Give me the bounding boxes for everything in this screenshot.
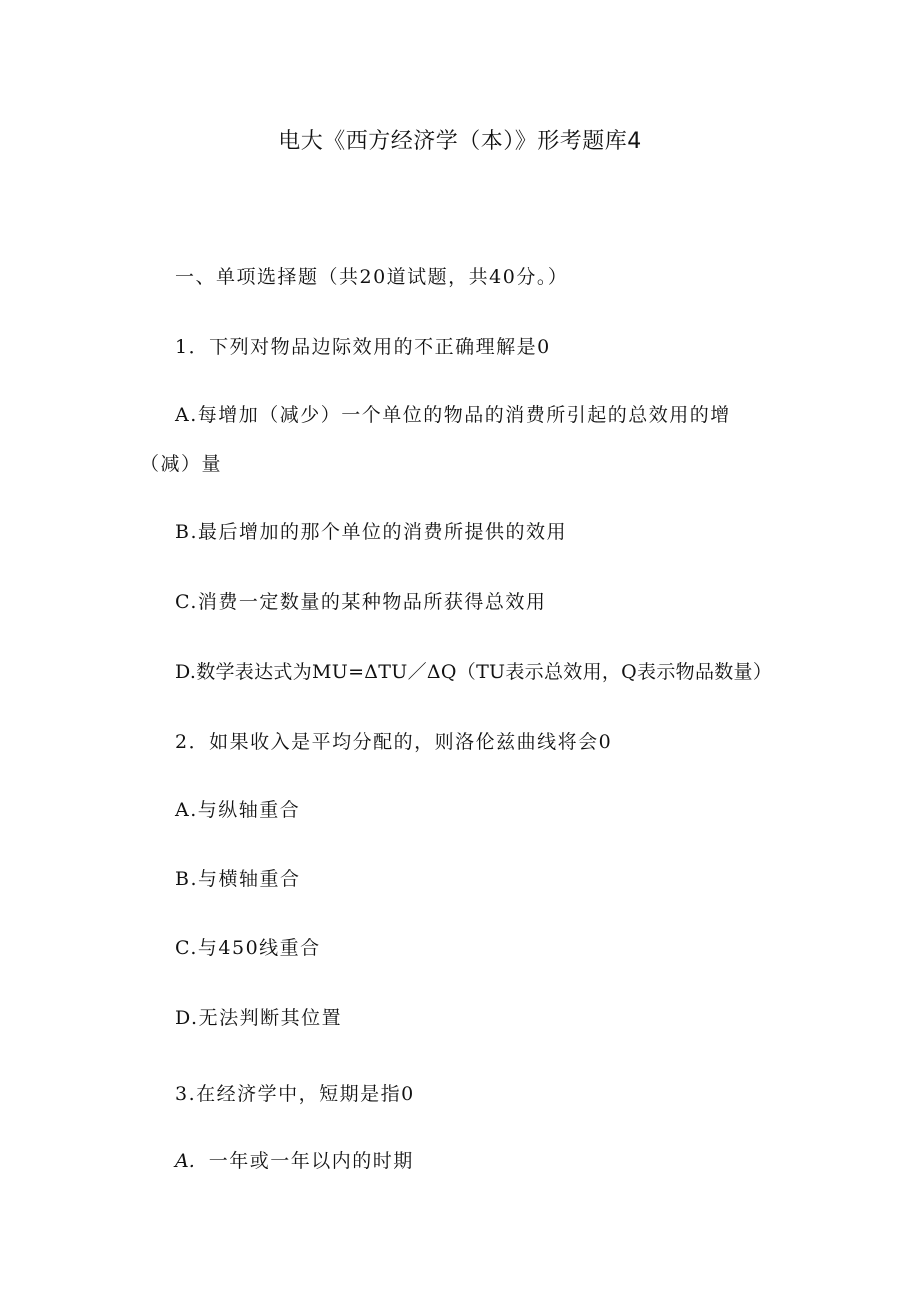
question-3-option-a-letter: A. [175, 1150, 195, 1172]
document-title: 电大《西方经济学（本）》形考题库4 [278, 129, 642, 154]
question-2-option-b: B.与横轴重合 [175, 868, 301, 890]
question-1-option-b: B.最后增加的那个单位的消费所提供的效用 [175, 521, 568, 543]
question-3-option-a [175, 1150, 414, 1173]
question-2-stem: 2．如果收入是平均分配的，则洛伦兹曲线将会0 [175, 731, 613, 753]
question-1-option-d: D.数学表达式为MU=ΔTU／ΔQ（TU表示总效用，Q表示物品数量） [175, 661, 773, 683]
question-3-stem: 3.在经济学中，短期是指0 [175, 1083, 415, 1105]
question-2-option-a: A.与纵轴重合 [175, 799, 301, 821]
question-1-option-a-continuation: （减）量 [140, 453, 223, 475]
question-1-stem: 1．下列对物品边际效用的不正确理解是0 [175, 336, 551, 358]
question-3-option-a-text: 一年或一年以内的时期 [208, 1150, 414, 1172]
section-heading: 一、单项选择题（共20道试题，共40分。） [175, 266, 569, 288]
question-1-option-a: A.每增加（减少）一个单位的物品的消费所引起的总效用的增 [175, 404, 731, 426]
question-2-option-d: D.无法判断其位置 [175, 1007, 343, 1029]
question-1-option-c: C.消费一定数量的某种物品所获得总效用 [175, 591, 547, 613]
question-2-option-c: C.与450线重合 [175, 937, 321, 959]
